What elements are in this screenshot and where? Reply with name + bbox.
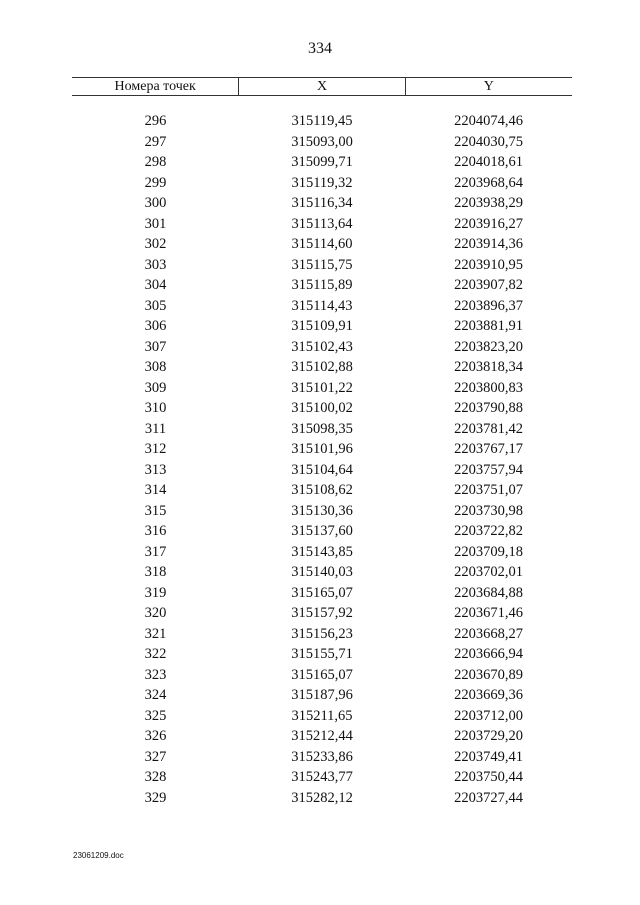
header-x: X bbox=[238, 78, 404, 95]
y-value-cell: 2203709,18 bbox=[454, 543, 523, 560]
x-value-cell: 315233,86 bbox=[291, 748, 353, 765]
y-value-cell: 2203702,01 bbox=[454, 564, 523, 580]
point-number-cell: 311 bbox=[144, 420, 167, 437]
x-value-cell: 315116,34 bbox=[291, 195, 353, 211]
x-value-cell: 315211,65 bbox=[291, 707, 353, 724]
y-value-cell: 2203668,27 bbox=[454, 625, 523, 642]
table-row bbox=[72, 521, 572, 542]
x-value-cell: 315114,43 bbox=[291, 297, 353, 314]
y-value-cell: 2203914,36 bbox=[454, 236, 523, 252]
table-row bbox=[72, 357, 572, 378]
point-number-cell: 307 bbox=[144, 338, 167, 355]
table-row bbox=[72, 644, 572, 665]
point-number-cell: 315 bbox=[144, 502, 167, 519]
point-number-cell: 299 bbox=[144, 174, 167, 191]
x-value-cell: 315104,64 bbox=[291, 461, 353, 478]
table-row bbox=[72, 193, 572, 214]
y-value-cell: 2203670,89 bbox=[454, 666, 523, 683]
table-row bbox=[72, 275, 572, 296]
y-value-cell: 2203818,34 bbox=[454, 359, 523, 375]
x-value-cell: 315140,03 bbox=[291, 564, 353, 580]
page-number: 334 bbox=[308, 40, 332, 57]
point-number-cell: 310 bbox=[144, 400, 167, 416]
x-value-cell: 315113,64 bbox=[291, 215, 353, 232]
y-value-cell: 2204030,75 bbox=[454, 133, 523, 150]
y-value-cell: 2203907,82 bbox=[454, 277, 523, 293]
x-value-cell: 315130,36 bbox=[291, 502, 353, 519]
x-value-cell: 315099,71 bbox=[291, 154, 353, 170]
point-number-cell: 323 bbox=[144, 666, 167, 683]
table-header bbox=[72, 77, 572, 96]
point-number-cell: 324 bbox=[144, 687, 167, 703]
y-value-cell: 2203790,88 bbox=[454, 400, 523, 416]
y-value-cell: 2203722,82 bbox=[454, 523, 523, 539]
x-value-cell: 315155,71 bbox=[291, 646, 353, 662]
x-value-cell: 315243,77 bbox=[291, 769, 353, 785]
y-value-cell: 2203781,42 bbox=[454, 420, 523, 437]
table-row bbox=[72, 152, 572, 173]
table-row bbox=[72, 255, 572, 276]
table-row bbox=[72, 624, 572, 645]
point-number-cell: 321 bbox=[144, 625, 167, 642]
table-row bbox=[72, 501, 572, 522]
footer-filename: 23061209.doc bbox=[73, 851, 124, 860]
x-value-cell: 315114,60 bbox=[291, 236, 353, 252]
x-value-cell: 315143,85 bbox=[291, 543, 353, 560]
point-number-cell: 328 bbox=[144, 769, 167, 785]
y-value-cell: 2203712,00 bbox=[454, 707, 523, 724]
table-row bbox=[72, 726, 572, 747]
y-value-cell: 2203729,20 bbox=[454, 728, 523, 744]
x-value-cell: 315102,43 bbox=[291, 338, 353, 355]
table-row bbox=[72, 480, 572, 501]
table-row bbox=[72, 316, 572, 337]
table-row bbox=[72, 747, 572, 768]
table-row bbox=[72, 378, 572, 399]
table-row bbox=[72, 173, 572, 194]
table-row bbox=[72, 419, 572, 440]
table-row bbox=[72, 685, 572, 706]
y-value-cell: 2203938,29 bbox=[454, 195, 523, 211]
table-body bbox=[72, 111, 572, 808]
point-number-cell: 305 bbox=[144, 297, 167, 314]
y-value-cell: 2203896,37 bbox=[454, 297, 523, 314]
x-value-cell: 315119,32 bbox=[291, 174, 353, 191]
point-number-cell: 306 bbox=[144, 318, 167, 334]
x-value-cell: 315187,96 bbox=[291, 687, 353, 703]
x-value-cell: 315157,92 bbox=[291, 605, 353, 621]
y-value-cell: 2203757,94 bbox=[454, 461, 523, 478]
point-number-cell: 318 bbox=[144, 564, 167, 580]
x-value-cell: 315156,23 bbox=[291, 625, 353, 642]
point-number-cell: 319 bbox=[144, 584, 167, 601]
table-row bbox=[72, 460, 572, 481]
y-value-cell: 2203727,44 bbox=[454, 789, 523, 806]
point-number-cell: 326 bbox=[144, 728, 167, 744]
table-row bbox=[72, 706, 572, 727]
x-value-cell: 315108,62 bbox=[291, 482, 353, 498]
y-value-cell: 2204018,61 bbox=[454, 154, 523, 170]
point-number-cell: 316 bbox=[144, 523, 167, 539]
y-value-cell: 2203823,20 bbox=[454, 338, 523, 355]
y-value-cell: 2203916,27 bbox=[454, 215, 523, 232]
y-value-cell: 2203730,98 bbox=[454, 502, 523, 519]
table-row bbox=[72, 111, 572, 132]
y-value-cell: 2203671,46 bbox=[454, 605, 523, 621]
table-row bbox=[72, 603, 572, 624]
point-number-cell: 296 bbox=[144, 113, 167, 129]
table-row bbox=[72, 542, 572, 563]
x-value-cell: 315115,89 bbox=[291, 277, 353, 293]
table-row bbox=[72, 665, 572, 686]
point-number-cell: 327 bbox=[144, 748, 167, 765]
y-value-cell: 2203968,64 bbox=[454, 174, 523, 191]
table-row bbox=[72, 214, 572, 235]
table-row bbox=[72, 234, 572, 255]
y-value-cell: 2203800,83 bbox=[454, 379, 523, 396]
point-number-cell: 308 bbox=[144, 359, 167, 375]
y-value-cell: 2203666,94 bbox=[454, 646, 523, 662]
table-row bbox=[72, 788, 572, 809]
point-number-cell: 302 bbox=[144, 236, 167, 252]
x-value-cell: 315119,45 bbox=[291, 113, 353, 129]
y-value-cell: 2203881,91 bbox=[454, 318, 523, 334]
point-number-cell: 317 bbox=[144, 543, 167, 560]
x-value-cell: 315102,88 bbox=[291, 359, 353, 375]
y-value-cell: 2203910,95 bbox=[454, 256, 523, 273]
header-point-numbers: Номера точек bbox=[114, 79, 196, 94]
point-number-cell: 313 bbox=[144, 461, 167, 478]
point-number-cell: 301 bbox=[144, 215, 167, 232]
y-value-cell: 2203749,41 bbox=[454, 748, 523, 765]
point-number-cell: 304 bbox=[144, 277, 167, 293]
table-row bbox=[72, 767, 572, 788]
x-value-cell: 315165,07 bbox=[291, 666, 353, 683]
table-row bbox=[72, 337, 572, 358]
x-value-cell: 315109,91 bbox=[291, 318, 353, 334]
table-row bbox=[72, 562, 572, 583]
point-number-cell: 297 bbox=[144, 133, 167, 150]
table-row bbox=[72, 439, 572, 460]
x-value-cell: 315100,02 bbox=[291, 400, 353, 416]
x-value-cell: 315165,07 bbox=[291, 584, 353, 601]
point-number-cell: 314 bbox=[144, 482, 167, 498]
point-number-cell: 309 bbox=[144, 379, 167, 396]
point-number-cell: 300 bbox=[144, 195, 167, 211]
point-number-cell: 322 bbox=[144, 646, 167, 662]
x-value-cell: 315093,00 bbox=[291, 133, 353, 150]
x-value-cell: 315101,96 bbox=[291, 441, 353, 457]
y-value-cell: 2203767,17 bbox=[454, 441, 523, 457]
y-value-cell: 2203684,88 bbox=[454, 584, 523, 601]
table-row bbox=[72, 132, 572, 153]
y-value-cell: 2203669,36 bbox=[454, 687, 523, 703]
x-value-cell: 315282,12 bbox=[291, 789, 353, 806]
y-value-cell: 2203750,44 bbox=[454, 769, 523, 785]
point-number-cell: 320 bbox=[144, 605, 167, 621]
point-number-cell: 312 bbox=[144, 441, 167, 457]
table-row bbox=[72, 583, 572, 604]
table-row bbox=[72, 296, 572, 317]
x-value-cell: 315115,75 bbox=[291, 256, 353, 273]
point-number-cell: 303 bbox=[144, 256, 167, 273]
point-number-cell: 329 bbox=[144, 789, 167, 806]
x-value-cell: 315098,35 bbox=[291, 420, 353, 437]
point-number-cell: 298 bbox=[144, 154, 167, 170]
x-value-cell: 315101,22 bbox=[291, 379, 353, 396]
x-value-cell: 315137,60 bbox=[291, 523, 353, 539]
table-row bbox=[72, 398, 572, 419]
x-value-cell: 315212,44 bbox=[291, 728, 353, 744]
point-number-cell: 325 bbox=[144, 707, 167, 724]
y-value-cell: 2203751,07 bbox=[454, 482, 523, 498]
header-y: Y bbox=[405, 78, 572, 95]
y-value-cell: 2204074,46 bbox=[454, 113, 523, 129]
